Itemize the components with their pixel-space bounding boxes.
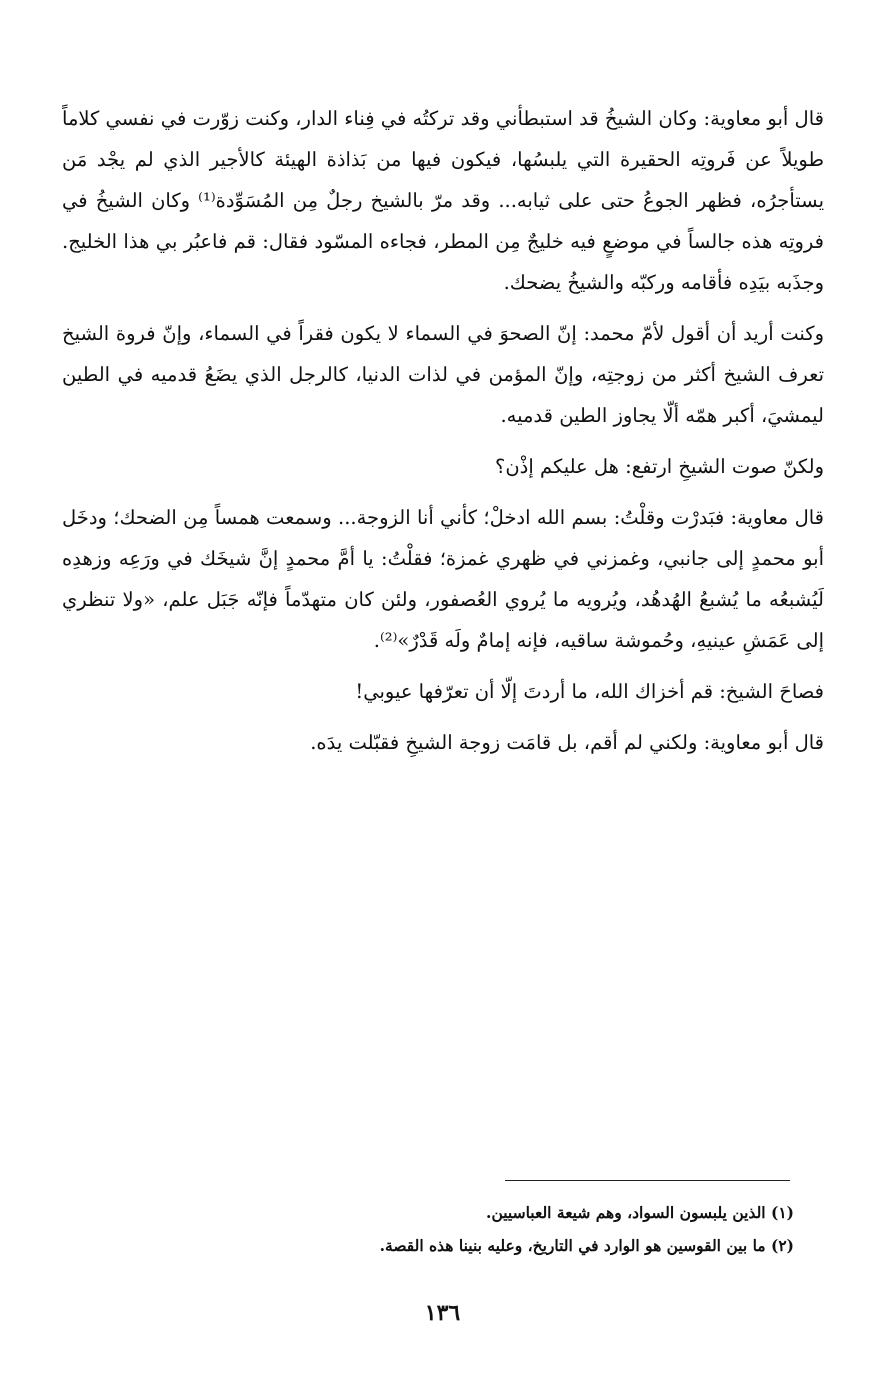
paragraph-4: قال معاوية: فبَدرْت وقلْتُ: بسم الله ادخلْ؛ كأني أنا الزوجة... وسمعت همساً مِن الضحك؛ ودخَل أبو محمدٍ إلى جانبي، وغمزني في ظهري غمزة؛ فقلْتُ: يا أمَّ محمدٍ إنَّ شيخَك في ورَعِه وزهدِه لَيُشبعُه ما يُشبعُ الهُدهُد، ويُرويه ما يُروي العُصفور، ولئن كان متهدّماً فإنّه جَبَل علم، «ولا تنظري إلى عَمَشِ عينيهِ، وحُموشة ساقيه، فإنه إمامٌ ولَه قَدْرٌ»⁽²⁾. [62, 506, 824, 652]
paragraph-6: قال أبو معاوية: ولكني لم أقم، بل قامَت زوجة الشيخِ فقبّلت يدَه. [310, 731, 824, 754]
paragraph-3: ولكنّ صوت الشيخِ ارتفع: هل عليكم إذْن؟ [495, 455, 824, 478]
paragraph-1: قال أبو معاوية: وكان الشيخُ قد استبطأني وقد تركتُه في فِناء الدار، وكنت زوّرت في نفسي كلاماً طويلاً عن فَروتِه الحقيرة التي يلبسُها، فيكون فيها من بَذاذة الهيئة كالأجير الذي لم يجْد مَن يستأجرُه، فظهر الجوعُ حتى على ثيابه... وقد مرّ بالشيخ رجلٌ مِن المُسَوِّدة⁽¹⁾ وكان الشيخُ في فروتِه هذه جالساً في موضعٍ فيه خليجٌ مِن المطر، فجاءه المسّود فقال: قم فاعبُر بي هذا الخليج. وجذَبه بيَدِه فأقامه وركبّه والشيخُ يضحك. [62, 107, 824, 294]
paragraph-5: فصاحَ الشيخ: قم أخزاك الله، ما أردتَ إلّا أن تعرّفها عيوبي! [355, 680, 824, 703]
footnote-2: (٢) ما بين القوسين هو الوارد في التاريخ، وعليه بنينا هذه القصة. [379, 1236, 794, 1255]
footnotes [220, 1196, 794, 1262]
page-number: ١٣٦ [424, 1300, 461, 1326]
footnote-1: (١) الذين يلبسون السواد، وهم شيعة العباسيين. [486, 1203, 794, 1222]
main-text [62, 98, 824, 773]
paragraph-2: وكنت أريد أن أقول لأمّ محمد: إنّ الصحوَ في السماء لا يكون فقراً في السماء، وإنّ فروة الشيخ تعرف الشيخ أكثر من زوجتِه، وإنّ المؤمن في لذات الدنيا، كالرجل الذي يضَعُ قدميه في الطين ليمشيَ، أكبر همّه ألّا يجاوز الطين قدميه. [62, 322, 824, 427]
footnote-divider [505, 1180, 790, 1181]
